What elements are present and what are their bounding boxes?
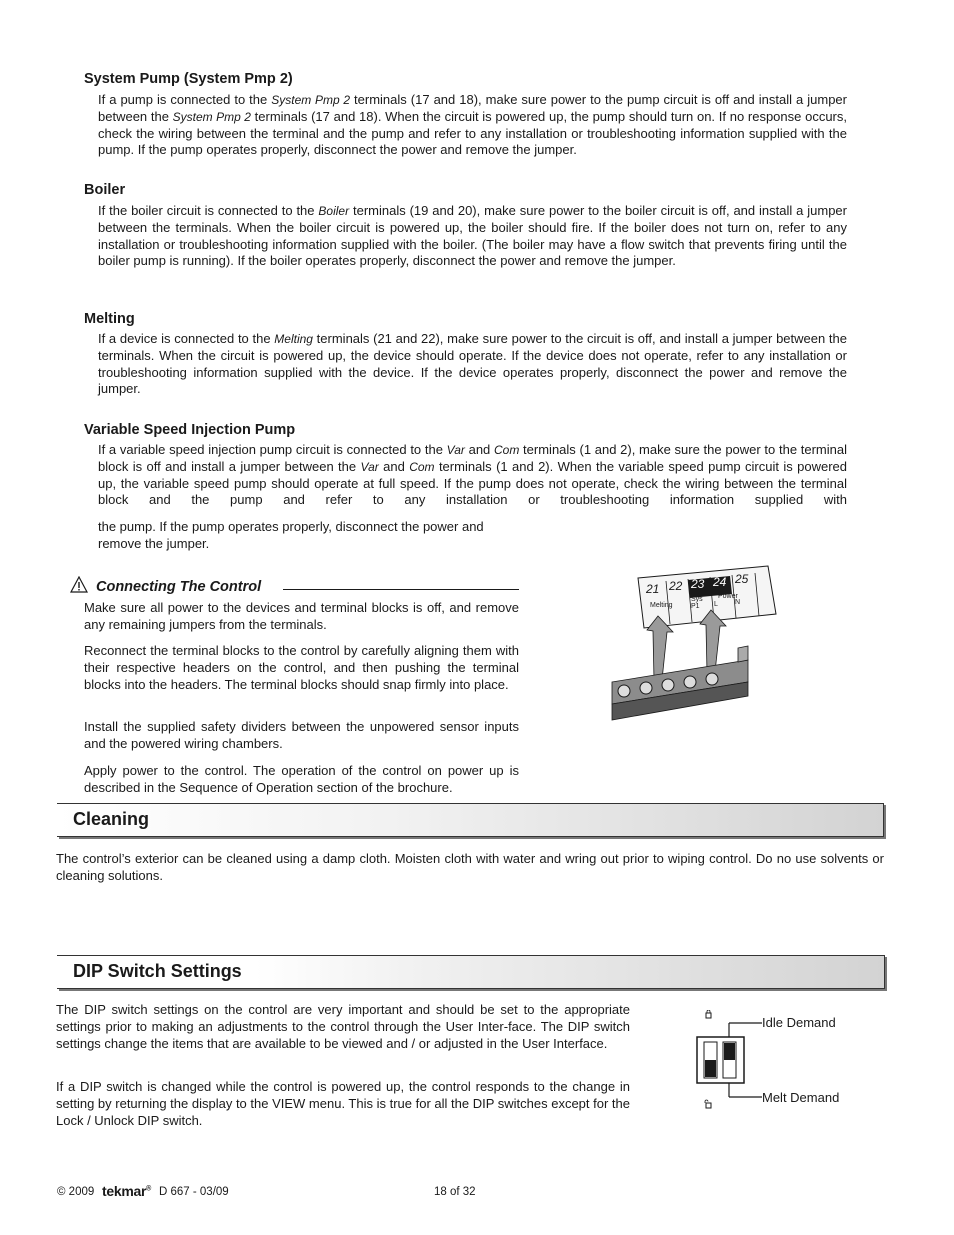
injection-heading: Variable Speed Injection Pump (84, 422, 296, 438)
terminal-23: 23 (691, 577, 705, 591)
dip-paragraph-1: The DIP switch settings on the control are very important and should be set to the appropriate settings prior to making an adjustments to the control through the User Inter-face. The DIP switch settings change the items that are available to be viewed and / or adjusted in the User Interface. (56, 1002, 630, 1051)
connecting-paragraph-2: Reconnect the terminal blocks to the control by carefully aligning them with their respective headers on the control, and then pushing the terminal blocks into the headers. The terminal blocks should snap firmly into place. (84, 643, 519, 692)
label-n: N (735, 599, 741, 606)
tekmar-logo: tekmar® (102, 1183, 151, 1199)
injection-paragraph-continued: the pump. If the pump operates properly, disconnect the power and remove the jumper. (98, 519, 484, 551)
terminal-21: 21 (646, 582, 660, 596)
dip-paragraph-2: If a DIP switch is changed while the control is powered up, the control responds to the change in setting by returning the display to the VIEW menu. This is true for all the DIP switches except for the Lock / Unlock DIP switch. (56, 1079, 630, 1128)
label-l: L (714, 601, 718, 608)
terminal-22: 22 (669, 579, 683, 593)
dip-switch-diagram (694, 1010, 764, 1112)
boiler-heading: Boiler (84, 182, 126, 198)
terminal-block-diagram (600, 564, 790, 724)
dip-heading: DIP Switch Settings (73, 961, 242, 981)
cleaning-paragraph: The control’s exterior can be cleaned using a damp cloth. Moisten cloth with water and wring out prior to wiping control. Do no use solvents or cleaning solutions. (56, 851, 884, 883)
melt-demand-label: Melt Demand (762, 1090, 840, 1105)
terminal-24: 24 (713, 575, 727, 589)
label-melting: Melting (650, 602, 673, 609)
label-sys: Sys (691, 596, 703, 603)
injection-paragraph: If a variable speed injection pump circuit is connected to the Var and Com terminals (1 and 2), make sure the power to the terminal block is off and install a jumper between the Var and Com terminals (1 and 2). When the variable speed pump circuit is powered up, the variable speed pump should operate at full speed. If the pump does not operate, check the wiring between the terminal block and the pump and refer to any installation or troubleshooting information supplied with (98, 442, 848, 508)
idle-demand-label: Idle Demand (762, 1015, 836, 1030)
warning-triangle-icon (70, 576, 88, 594)
footer-document-number: D 667 - 03/09 (159, 1186, 229, 1198)
terminal-25: 25 (735, 572, 749, 586)
label-p1: P1 (691, 603, 700, 610)
system-pump-heading: System Pump (System Pmp 2) (84, 71, 293, 87)
connecting-paragraph-3: Install the supplied safety dividers between the unpowered sensor inputs and the powered wiring chambers. (84, 719, 519, 751)
footer-copyright: © 2009 (57, 1186, 95, 1198)
connecting-paragraph-1: Make sure all power to the devices and terminal blocks is off, and remove any remaining jumpers from the terminals. (84, 600, 519, 632)
boiler-paragraph: If the boiler circuit is connected to the Boiler terminals (19 and 20), make sure power to the boiler circuit is off, and install a jumper between the terminals. When the boiler circuit is powered up, the boiler should fire. If the boiler does not turn on, refer to any installation or troubleshooting information supplied with the boiler. (The boiler may have a flow switch that prevents firing until the boiler pump is running). If the boiler operates properly, disconnect the power and remove the jumper. (98, 203, 847, 269)
melting-heading: Melting (84, 311, 135, 327)
label-power: Power (718, 593, 738, 600)
connecting-paragraph-4: Apply power to the control. The operation of the control on power up is described in the Sequence of Operation section of the brochure. (84, 763, 519, 795)
heading-rule (283, 589, 519, 590)
footer-page-number: 18 of 32 (434, 1186, 476, 1198)
connecting-heading: Connecting The Control (96, 579, 262, 595)
cleaning-heading: Cleaning (73, 809, 150, 829)
system-pump-paragraph: If a pump is connected to the System Pmp 2 terminals (17 and 18), make sure power to the pump circuit is off and install a jumper between the System Pmp 2 terminals (17 and 18). When the circuit is powered up, the pump should turn on. If no response occurs, check the wiring between the terminal and the pump and refer to any installation or troubleshooting information supplied with the pump. If the pump operates properly, disconnect the power and remove the jumper. (98, 92, 847, 158)
cleaning-section-band (57, 803, 884, 837)
dip-section-band (57, 955, 885, 989)
melting-paragraph: If a device is connected to the Melting terminals (21 and 22), make sure power to the circuit is off, and install a jumper between the terminals. When the circuit is powered up, the device should operate. If the device does not operate, refer to any installation or troubleshooting information supplied with the device. If the device operates properly, disconnect the power and remove the jumper. (98, 331, 847, 397)
